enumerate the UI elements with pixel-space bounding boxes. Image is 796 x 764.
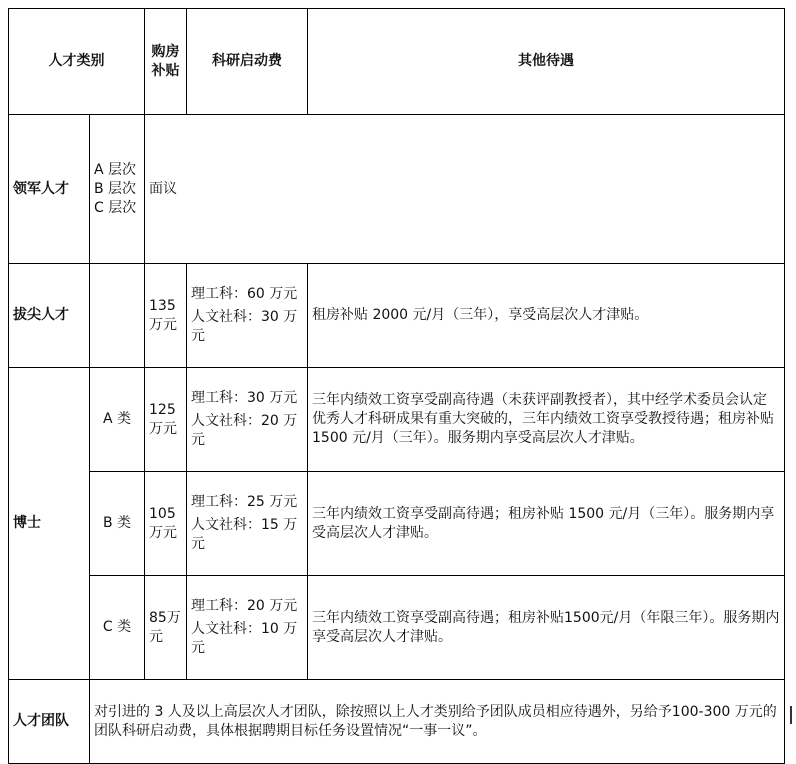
topnotch-other: 租房补贴 2000 元/月（三年），享受高层次人才津贴。	[308, 264, 785, 368]
phd-c-research-sci: 理工科：20 万元	[191, 598, 298, 614]
leader-levels	[90, 115, 145, 264]
phd-c-research-hum: 人文社科：10 万元	[191, 621, 298, 656]
phd-c-housing: 85万元	[145, 576, 187, 680]
phd-a-research-hum: 人文社科：20 万元	[191, 413, 298, 448]
phd-b-housing: 105万元	[145, 472, 187, 576]
header-research: 科研启动费	[187, 9, 308, 115]
row-team	[9, 680, 785, 764]
topnotch-name: 拔尖人才	[9, 264, 90, 368]
leader-level-b: B 层次	[94, 180, 137, 197]
phd-b-research-sci: 理工科：25 万元	[191, 494, 298, 510]
leader-value: 面议	[145, 115, 785, 264]
phd-b-other: 三年内绩效工资享受副高待遇；租房补贴 1500 元/月（三年）。服务期内享受高层次人才津贴。	[308, 472, 785, 576]
phd-a-other: 三年内绩效工资享受副高待遇（未获评副教授者），其中经学术委员会认定优秀人才科研成果有重大突破的，三年内绩效工资享受教授待遇；租房补贴 1500 元/月（三年）。服务期内享受高层次人才津贴。	[308, 368, 785, 472]
phd-c-other: 三年内绩效工资享受副高待遇；租房补贴1500元/月（年限三年）。服务期内享受高层次人才津贴。	[308, 576, 785, 680]
header-housing: 购房补贴	[145, 9, 187, 115]
leader-level-c: C 层次	[94, 199, 137, 216]
header-other: 其他待遇	[308, 9, 785, 115]
phd-name: 博士	[9, 368, 90, 680]
phd-c-research	[187, 576, 308, 680]
row-leader	[9, 115, 785, 264]
topnotch-research-sci: 理工科：60 万元	[191, 286, 298, 302]
phd-a-research	[187, 368, 308, 472]
leader-name: 领军人才	[9, 115, 90, 264]
phd-b-research	[187, 472, 308, 576]
talent-policy-table	[8, 8, 785, 764]
topnotch-housing: 135万元	[145, 264, 187, 368]
phd-a-housing: 125万元	[145, 368, 187, 472]
team-text: 对引进的 3 人及以上高层次人才团队，除按照以上人才类别给予团队成员相应待遇外，另给予100-300 万元的团队科研启动费，具体根据聘期目标任务设置情况“一事一议”。	[90, 680, 785, 764]
header-category: 人才类别	[9, 9, 145, 115]
phd-b-level: B 类	[90, 472, 145, 576]
row-topnotch	[9, 264, 785, 368]
team-name: 人才团队	[9, 680, 90, 764]
topnotch-level-empty	[90, 264, 145, 368]
leader-level-a: A 层次	[94, 161, 137, 178]
topnotch-research	[187, 264, 308, 368]
page-edge-mark	[790, 706, 792, 724]
phd-c-level: C 类	[90, 576, 145, 680]
phd-a-level: A 类	[90, 368, 145, 472]
row-phd-a	[9, 368, 785, 472]
header-row	[9, 9, 785, 115]
row-phd-b	[9, 472, 785, 576]
phd-b-research-hum: 人文社科：15 万元	[191, 517, 298, 552]
topnotch-research-hum: 人文社科：30 万元	[191, 309, 298, 344]
phd-a-research-sci: 理工科：30 万元	[191, 390, 298, 406]
row-phd-c	[9, 576, 785, 680]
